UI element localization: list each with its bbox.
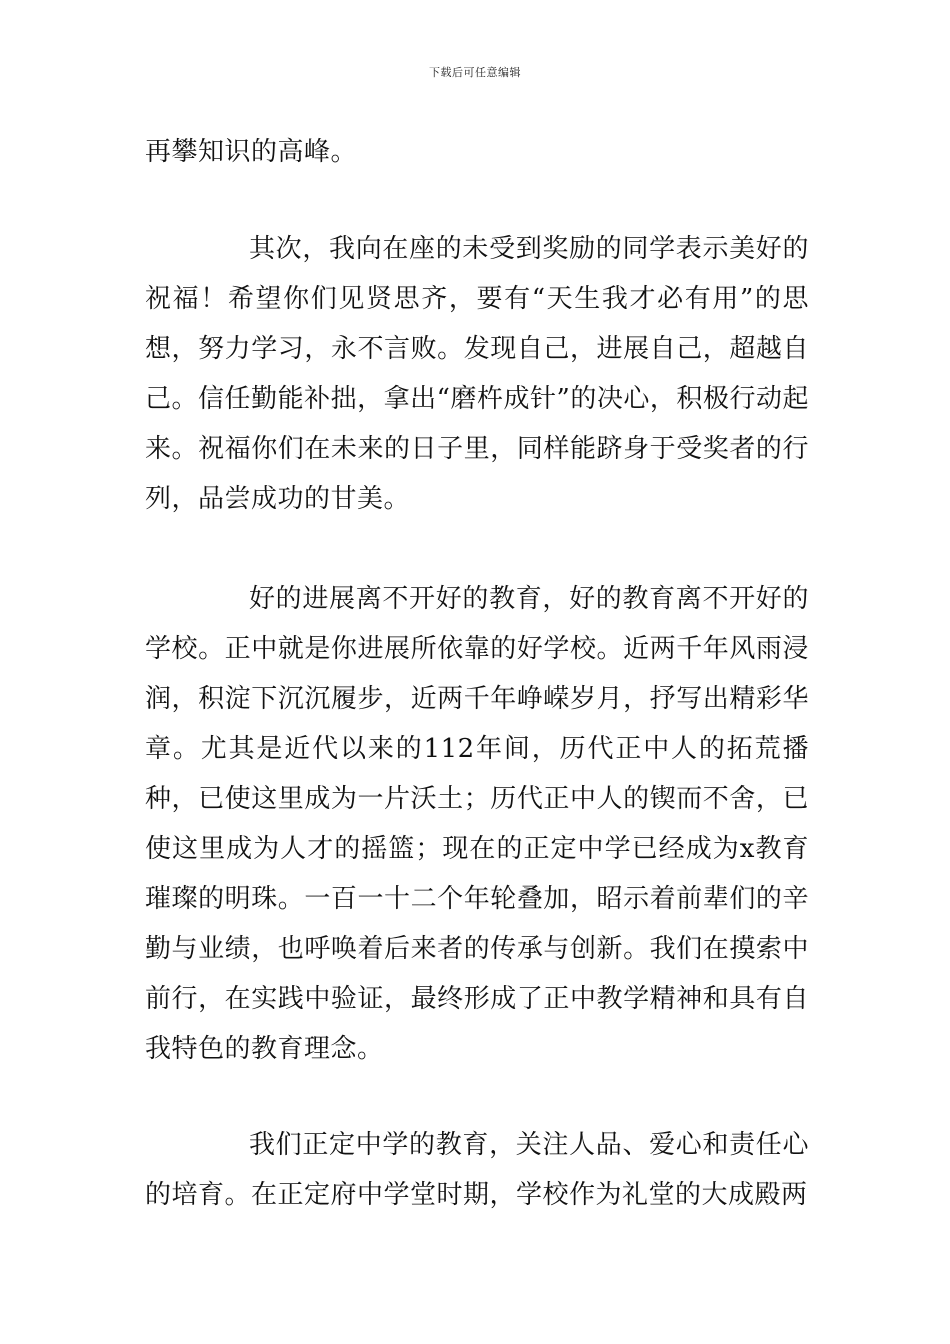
- paragraph-school-history: 好的进展离不开好的教育，好的教育离不开好的学校。正中就是你进展所依靠的好学校。近两千年风雨浸润，积淀下沉沉履步，近两千年峥嵘岁月，抒写出精彩华章。尤其是近代以来的112年间，历代正中人的拓荒播种，已使这里成为一片沃土；历代正中人的锲而不舍，已使这里成为人才的摇篮；现在的正定中学已经成为x教育璀璨的明珠。一百一十二个年轮叠加，昭示着前辈们的辛勤与业绩，也呼唤着后来者的传承与创新。我们在摸索中前行，在实践中验证，最终形成了正中教学精神和具有自我特色的教育理念。: [145, 584, 809, 1064]
- paragraph-continuation: 再攀知识的高峰。: [145, 137, 358, 167]
- page-header: 下载后可任意编辑: [429, 66, 521, 79]
- paragraph-blessing: 其次，我向在座的未受到奖励的同学表示美好的祝福！希望你们见贤思齐，要有“天生我才必有用”的思想，努力学习，永不言败。发现自己，进展自己，超越自己。信任勤能补拙，拿出“磨杵成针”的决心，积极行动起来。祝福你们在未来的日子里，同样能跻身于受奖者的行列，品尝成功的甘美。: [145, 234, 809, 514]
- paragraph-education: 我们正定中学的教育，关注人品、爱心和责任心的培育。在正定府中学堂时期，学校作为礼堂的大成殿两: [145, 1130, 809, 1210]
